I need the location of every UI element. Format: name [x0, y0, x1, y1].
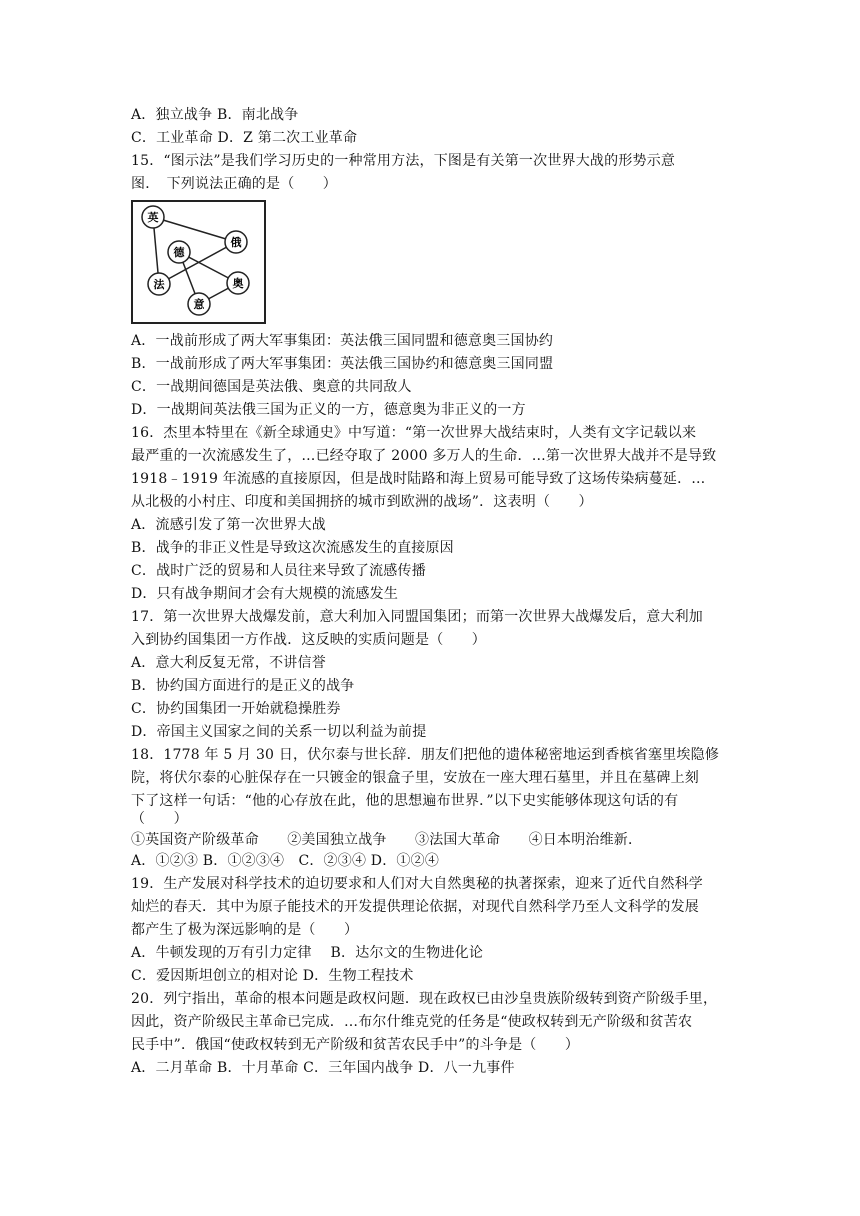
node-france [148, 273, 170, 295]
node-label: 俄 [230, 236, 242, 249]
text-line: 都产生了极为深远影响的是（ ） [131, 922, 359, 938]
option-line: A．意大利反复无常，不讲信誉 [131, 655, 326, 671]
option-line: A．二月革命 B．十月革命 C．三年国内战争 D．八一九事件 [131, 1060, 515, 1076]
node-britain [142, 206, 164, 228]
option-line: B．一战前形成了两大军事集团：英法俄三国协约和德意奥三国同盟 [131, 356, 554, 372]
text-line: 从北极的小村庄、印度和美国拥挤的城市到欧洲的战场”．这表明（ ） [131, 494, 593, 510]
option-line: C．一战期间德国是英法俄、奥意的共同敌人 [131, 379, 412, 395]
text-line: 下了这样一句话：“他的心存放在此，他的思想遍布世界．”以下史实能够体现这句话的有 [131, 793, 679, 809]
option-line: C．爱因斯坦创立的相对论 D．生物工程技术 [131, 968, 414, 984]
option-line: C．协约国集团一开始就稳操胜券 [131, 701, 341, 717]
option-line: A．流感引发了第一次世界大战 [131, 517, 326, 533]
text-line: （ ） [131, 811, 188, 827]
text-line: 因此，资产阶级民主革命已完成．…布尔什维克党的任务是“使政权转到无产阶级和贫苦农 [131, 1014, 693, 1030]
option-line: C．战时广泛的贸易和人员往来导致了流感传播 [131, 563, 426, 579]
question-18-stem: 18．1778 年 5 月 30 日，伏尔泰与世长辞．朋友们把他的遗体秘密地运到香槟省塞里埃隐修 [131, 747, 720, 763]
option-line: B．协约国方面进行的是正义的战争 [131, 678, 355, 694]
text-line: A．独立战争 B．南北战争 [131, 107, 299, 123]
node-austria [227, 272, 249, 294]
question-16-stem: 16．杰里本特里在《新全球通史》中写道：“第一次世界大战结束时，人类有文字记载以来 [131, 425, 697, 441]
text-line: 图． 下列说法正确的是（ ） [131, 176, 337, 192]
text-line: 入到协约国集团一方作战．这反映的实质问题是（ ） [131, 632, 486, 648]
question-17-stem: 17．第一次世界大战爆发前，意大利加入同盟国集团；而第一次世界大战爆发后，意大利加 [131, 609, 704, 625]
text-line: 1918﹣1919 年流感的直接原因，但是战时陆路和海上贸易可能导致了这场传染病蔓延．… [131, 471, 706, 487]
text-line: 最严重的一次流感发生了，…已经夺取了 2000 多万人的生命．…第一次世界大战并不是导致 [131, 448, 717, 464]
node-italy [188, 293, 210, 315]
text-line: 院，将伏尔泰的心脏保存在一只镀金的银盒子里，安放在一座大理石墓里，并且在墓碑上刻 [131, 770, 699, 786]
option-line: D．只有战争期间才会有大规模的流感发生 [131, 586, 399, 602]
node-label: 法 [153, 278, 165, 291]
option-line: B．战争的非正义性是导致这次流感发生的直接原因 [131, 540, 454, 556]
text-line: ①英国资产阶级革命 ②美国独立战争 ③法国大革命 ④日本明治维新． [131, 832, 643, 848]
node-label: 意 [193, 298, 205, 311]
option-line: D．一战期间英法俄三国为正义的一方，德意奥为非正义的一方 [131, 402, 526, 418]
option-line: A．一战前形成了两大军事集团：英法俄三国同盟和德意奥三国协约 [131, 333, 554, 349]
wwi-alliance-diagram [131, 200, 266, 324]
node-label: 奥 [232, 277, 244, 290]
option-line: A．牛顿发现的万有引力定律 B．达尔文的生物进化论 [131, 945, 484, 961]
question-15-stem: 15．“图示法”是我们学习历史的一种常用方法，下图是有关第一次世界大战的形势示意 [131, 153, 676, 169]
question-19-stem: 19．生产发展对科学技术的迫切要求和人们对大自然奥秘的执著探索，迎来了近代自然科学 [131, 876, 704, 892]
node-label: 英 [147, 211, 159, 224]
option-line: A．①②③ B．①②③④ C．②③④ D．①②④ [131, 853, 440, 869]
question-20-stem: 20．列宁指出，革命的根本问题是政权问题．现在政权已由沙皇贵族阶级转到资产阶级手里， [131, 991, 718, 1007]
text-line: C．工业革命 D．Z 第二次工业革命 [131, 130, 358, 146]
node-label: 德 [173, 246, 185, 259]
option-line: D．帝国主义国家之间的关系一切以利益为前提 [131, 724, 427, 740]
node-germany [168, 241, 190, 263]
text-line: 民手中”．俄国“使政权转到无产阶级和贫苦农民手中”的斗争是（ ） [131, 1037, 580, 1053]
node-russia [225, 231, 247, 253]
text-line: 灿烂的春天．其中为原子能技术的开发提供理论依据，对现代自然科学乃至人文科学的发展 [131, 899, 699, 915]
